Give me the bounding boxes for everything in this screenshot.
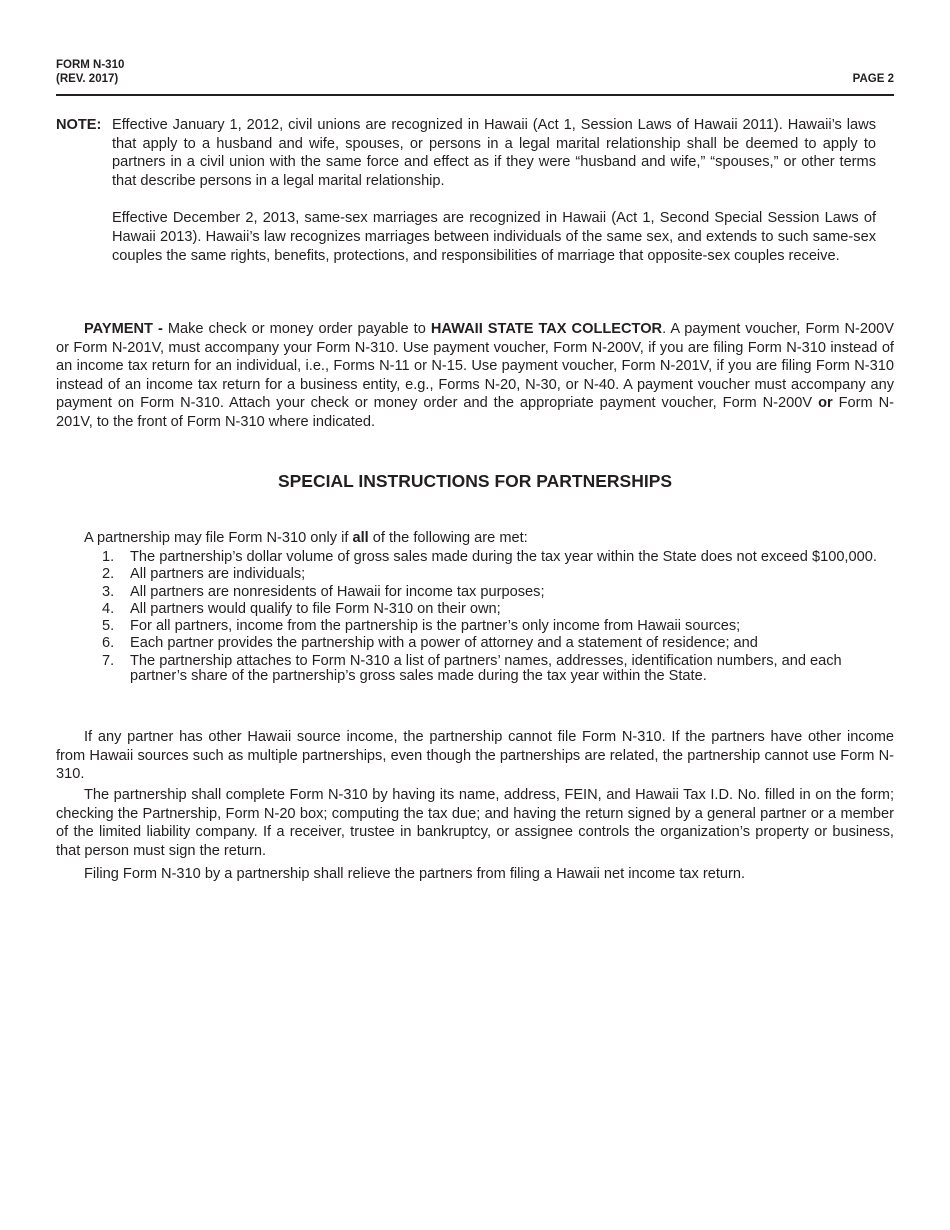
- payment-label: PAYMENT -: [84, 321, 163, 337]
- payment-text-1: Make check or money order payable to: [162, 321, 431, 337]
- form-number: FORM N-310: [56, 59, 125, 71]
- intro-emphasis: all: [352, 530, 369, 546]
- list-item: [84, 654, 894, 684]
- intro-text-2: of the following are met:: [368, 530, 528, 546]
- list-item: [84, 619, 894, 634]
- item-text: The partnership attaches to Form N-310 a list of partners’ names, addresses, identification numbers, and each partner’s share of the partnership’s gross sales made during the tax year within the State.: [130, 652, 842, 684]
- payment-paragraph: [56, 320, 894, 432]
- filing-paragraph: Filing Form N-310 by a partnership shall relieve the partners from filing a Hawaii net income tax return.: [84, 866, 746, 882]
- payment-text-3: Form N-201V, to the front of Form N-310 where indicated.: [56, 395, 894, 430]
- item-text: All partners are nonresidents of Hawaii for income tax purposes;: [130, 583, 545, 600]
- completion-paragraph: The partnership shall complete Form N-310 by having its name, address, FEIN, and Hawaii Tax I.D. No. filled in on the form; checking the Partnership, Form N-20 box; computing the tax due; and having the return signed by a general partner or a member of the limited liability company. If a receiver, trustee in bankruptcy, or assignee controls the organization’s property or business, that person must sign the return.: [56, 787, 894, 859]
- payment-text-2: . A payment voucher, Form N-200V or Form N-201V, must accompany your Form N-310. Use payment voucher, Form N-200V, if you are filing Form N-310 instead of an income tax return for an individual, i.e., Forms N-11 or N-15. Use payment voucher, Form N-201V, if you are filing Form N-310 instead of an income tax return for a business entity, e.g., Forms N-20, N-30, or N-40. A payment voucher must accompany any payment on Form N-310. Attach your check or money order and the appropriate payment voucher, Form N-200V: [56, 321, 894, 412]
- item-text: The partnership’s dollar volume of gross sales made during the tax year within the State does not exceed $100,000.: [130, 549, 877, 565]
- item-text: For all partners, income from the partnership is the partner’s only income from Hawaii sources;: [130, 618, 741, 635]
- item-number: 4.: [102, 600, 115, 617]
- item-number: 1.: [102, 549, 115, 565]
- note-same-sex-marriage: Effective December 2, 2013, same-sex marriages are recognized in Hawaii (Act 1, Second Special Session Laws of Hawaii 2013). Hawaii’s law recognizes marriages between individuals of the same sex, and extends to such same-sex couples the same rights, benefits, protections, and responsibilities of marriage that opposite-sex couples receive.: [112, 210, 876, 264]
- other-income-paragraph: If any partner has other Hawaii source income, the partnership cannot file Form N-310. If the partners have other income from Hawaii sources such as multiple partnerships, even though the partnerships are related, the partnership cannot use Form N-310.: [56, 729, 894, 783]
- section-title: SPECIAL INSTRUCTIONS FOR PARTNERSHIPS: [277, 471, 673, 491]
- list-item: [84, 550, 894, 565]
- form-revision: (REV. 2017): [56, 73, 119, 85]
- item-number: 6.: [102, 635, 115, 652]
- list-item: [84, 585, 894, 600]
- item-text: All partners are individuals;: [130, 566, 306, 583]
- note-body: [112, 116, 876, 265]
- page-header: [56, 58, 894, 96]
- list-item: [84, 636, 894, 651]
- conditions-list: [84, 550, 894, 686]
- payment-or: or: [818, 395, 833, 412]
- item-number: 7.: [102, 652, 115, 669]
- list-item: [84, 602, 894, 617]
- form-identifier: [56, 58, 124, 86]
- item-text: Each partner provides the partnership with a power of attorney and a statement of residence; and: [130, 635, 758, 652]
- partnership-intro: [84, 529, 528, 548]
- list-item: [84, 567, 894, 582]
- note-section: [56, 116, 894, 265]
- payment-payee: HAWAII STATE TAX COLLECTOR: [430, 321, 663, 337]
- item-number: 3.: [102, 583, 115, 600]
- document-page: [56, 58, 894, 882]
- page-number: PAGE 2: [852, 73, 894, 85]
- note-label: NOTE:: [56, 117, 102, 133]
- note-civil-unions: Effective January 1, 2012, civil unions are recognized in Hawaii (Act 1, Session Laws of Hawaii 2011). Hawaii’s laws that apply to a husband and wife, spouses, or persons in a legal marital relationship shall be deemed to apply to partners in a civil union with the same force and effect as if they were “husband and wife,” “spouses,” or other terms that describe persons in a legal marital relationship.: [112, 117, 876, 189]
- item-number: 2.: [102, 566, 115, 583]
- item-number: 5.: [102, 618, 115, 635]
- intro-text-1: A partnership may file Form N-310 only if: [84, 530, 353, 546]
- item-text: All partners would qualify to file Form N-310 on their own;: [130, 600, 501, 617]
